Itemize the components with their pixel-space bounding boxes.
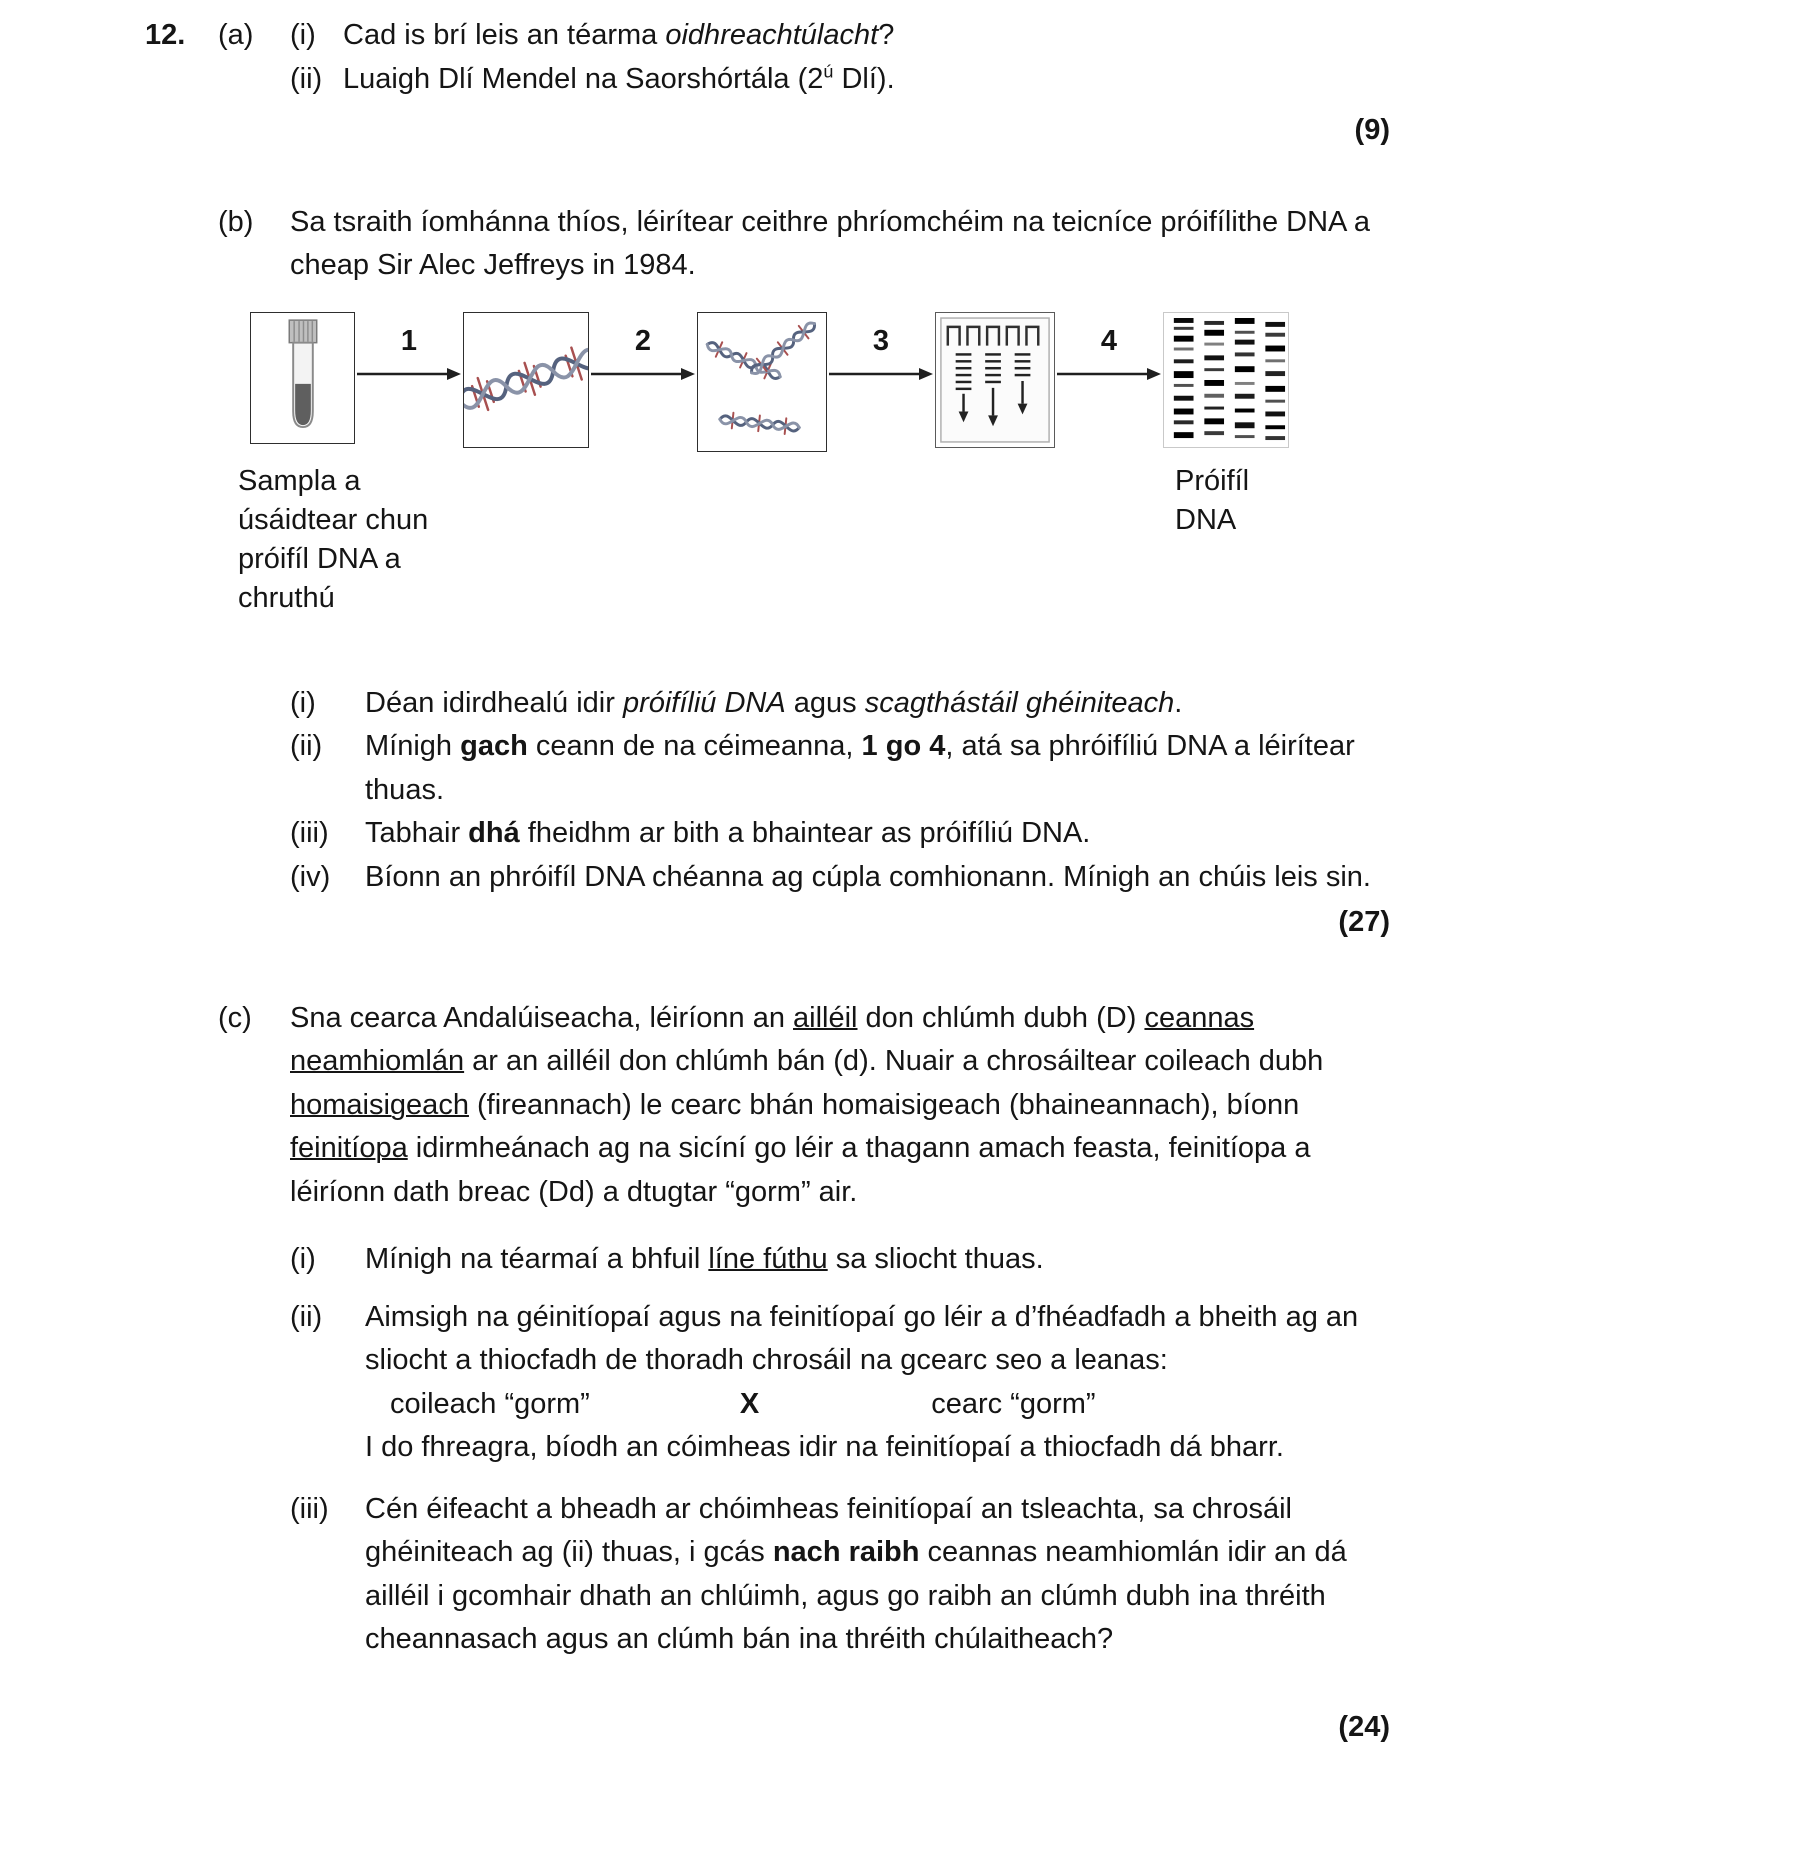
arrow-right-icon [829,366,933,382]
part-b-section [145,201,1390,945]
gel-electrophoresis-box [935,312,1055,448]
step-4 [1055,312,1163,452]
bold-term: 1 go 4 [861,730,946,762]
step-2 [589,312,697,452]
profile-caption: Próifíl DNA [1175,464,1250,536]
arrow-right-icon [1057,366,1161,382]
italic-term: scagthástáil ghéiniteach [864,686,1175,719]
item-number: (iii) [290,817,329,849]
item-text [343,58,1390,102]
marks-part-b: (27) [1338,906,1390,938]
underlined-term: ailléil [793,1001,858,1034]
text-segment: , atá sa phróifíliú DNA a léirítear thuas. [365,730,1355,806]
dna-fragments-icon [698,313,826,451]
sample-caption: Sampla a úsáidtear chun próifíl DNA a chruthú [238,464,429,614]
part-c-item-ii [290,1296,1390,1470]
underlined-term: líne fúthu [708,1243,828,1275]
item-text [365,1238,1390,1282]
part-a-section [145,14,1390,153]
dna-profile-icon [1164,313,1288,447]
bold-term: nach raibh [772,1536,920,1568]
part-c-label: (c) [218,1001,252,1034]
underlined-term: homaisigeach [290,1088,469,1121]
arrow-right-icon [357,366,461,382]
text-segment: fheidhm ar bith a bhaintear as próifíliú DNA. [519,817,1091,849]
step-number-1: 1 [400,324,418,357]
item-text [365,812,1390,856]
step-3 [827,312,935,452]
step-number-4: 4 [1100,324,1118,357]
bold-term: gach [460,730,528,762]
item-text [365,725,1390,812]
cross-note: I do fhreagra, bíodh an cóimheas idir na feinitíopaí a thiocfadh dá bharr. [365,1431,1284,1463]
text-segment: Déan idirdhealú idir [365,686,623,719]
sample-box [250,312,355,444]
part-c-section [145,997,1390,1750]
text-segment: (fireannach) le cearc bhán homaisigeach (bhaineannach), bíonn [468,1088,1300,1121]
part-c-item-iii [290,1488,1390,1662]
superscript: ú [823,60,834,81]
text-segment: ? [878,19,895,51]
step-number-2: 2 [634,324,652,357]
step-number-3: 3 [872,324,890,357]
text-segment: sa sliocht thuas. [827,1243,1044,1275]
text-segment: Luaigh Dlí Mendel na Saorshórtála (2 [343,62,824,95]
item-text [365,1296,1390,1470]
part-b-label: (b) [218,205,254,238]
item-number: (iv) [290,860,331,893]
italic-term: oidhreachtúlacht [665,19,879,51]
part-c-item-i [290,1238,1390,1282]
part-b-items [290,682,1390,900]
dna-profiling-diagram [238,312,1390,618]
dna-fragments-box [697,312,827,452]
dna-helix-icon [464,313,588,447]
cross-parent-right: cearc “gorm” [931,1387,1096,1420]
text-segment: ceannas neamhiomlán idir an dá ailléil i gcomhair dhath an chlúimh, agus go raibh an clúmh dubh ina thréith cheannasach agus an clúmh bán ina thréith chúlaitheach? [365,1536,1347,1655]
text-segment: Mínigh [365,730,461,762]
item-number: (i) [290,686,316,719]
underlined-term: ceannas neamhiomlán [290,1001,1255,1077]
arrow-right-icon [591,366,695,382]
text-segment: Sna cearca Andalúiseacha, léiríonn an [290,1001,794,1034]
text-segment: Dlí). [833,62,895,95]
item-text: Bíonn an phróifíl DNA chéanna ag cúpla comhionann. Mínigh an chúis leis sin. [365,860,1371,893]
test-tube-icon [251,313,354,443]
item-text [365,1488,1390,1662]
item-number: (i) [290,19,316,51]
part-a-items [290,14,1390,101]
gel-electrophoresis-icon [936,313,1054,447]
question-number: 12. [145,19,186,51]
text-segment: idirmheánach ag na sicíní go léir a thagann amach feasta, feinitíopa a léiríonn dath breac (Dd) a dtugtar “gorm” air. [290,1132,1311,1208]
genetic-cross-line [390,1383,1390,1427]
part-a-item-ii [290,58,1390,102]
cross-instruction: Aimsigh na géinitíopaí agus na feinitíopaí go léir a d’fhéadfadh a bheith ag an sliocht a thiocfadh de thoradh chrosáil na gcearc seo a leanas: [365,1300,1359,1376]
bold-term: dhá [468,817,520,849]
text-segment: agus [785,686,865,719]
italic-term: próifíliú DNA [622,686,786,719]
item-number: (ii) [290,1300,323,1333]
text-segment: Cad is brí leis an téarma [343,19,666,51]
text-segment: . [1174,686,1183,719]
part-a-item-i [290,14,1390,58]
part-b-item-ii [290,725,1390,812]
part-a-label: (a) [218,19,254,51]
marks-part-a: (9) [1354,114,1390,146]
part-b-intro: Sa tsraith íomhánna thíos, léirítear ceithre phríomchéim na teicníce próifílithe DNA a cheap Sir Alec Jeffreys in 1984. [290,205,1370,281]
cross-parent-left: coileach “gorm” [390,1387,590,1420]
step-1 [355,312,463,452]
part-c-intro [290,997,1390,1215]
item-number: (i) [290,1243,316,1275]
item-text [343,14,1390,58]
text-segment: Mínigh na téarmaí a bhfuil [365,1243,709,1275]
text-segment: Cén éifeacht a bheadh ar chóimheas feinitíopaí an tsleachta, sa chrosáil ghéiniteach ag (ii) thuas, i gcás [365,1492,1292,1568]
part-c-items [290,1238,1390,1662]
item-number: (ii) [290,730,323,762]
text-segment: don chlúmh dubh (D) [857,1001,1145,1034]
part-b-item-iii [290,812,1390,856]
underlined-term: feinitíopa [290,1132,408,1164]
text-segment: ceann de na céimeanna, [527,730,862,762]
item-number: (iii) [290,1492,329,1525]
dna-profile-box [1163,312,1289,448]
cross-symbol: X [739,1387,760,1420]
item-number: (ii) [290,62,323,95]
text-segment: ar an ailléil don chlúmh bán (d). Nuair a chrosáiltear coileach dubh [464,1045,1324,1077]
dna-helix-box [463,312,589,448]
marks-part-c: (24) [1338,1710,1390,1743]
item-text [365,682,1390,726]
part-b-item-i [290,682,1390,726]
text-segment: Tabhair [365,817,469,849]
part-b-item-iv [290,856,1390,900]
